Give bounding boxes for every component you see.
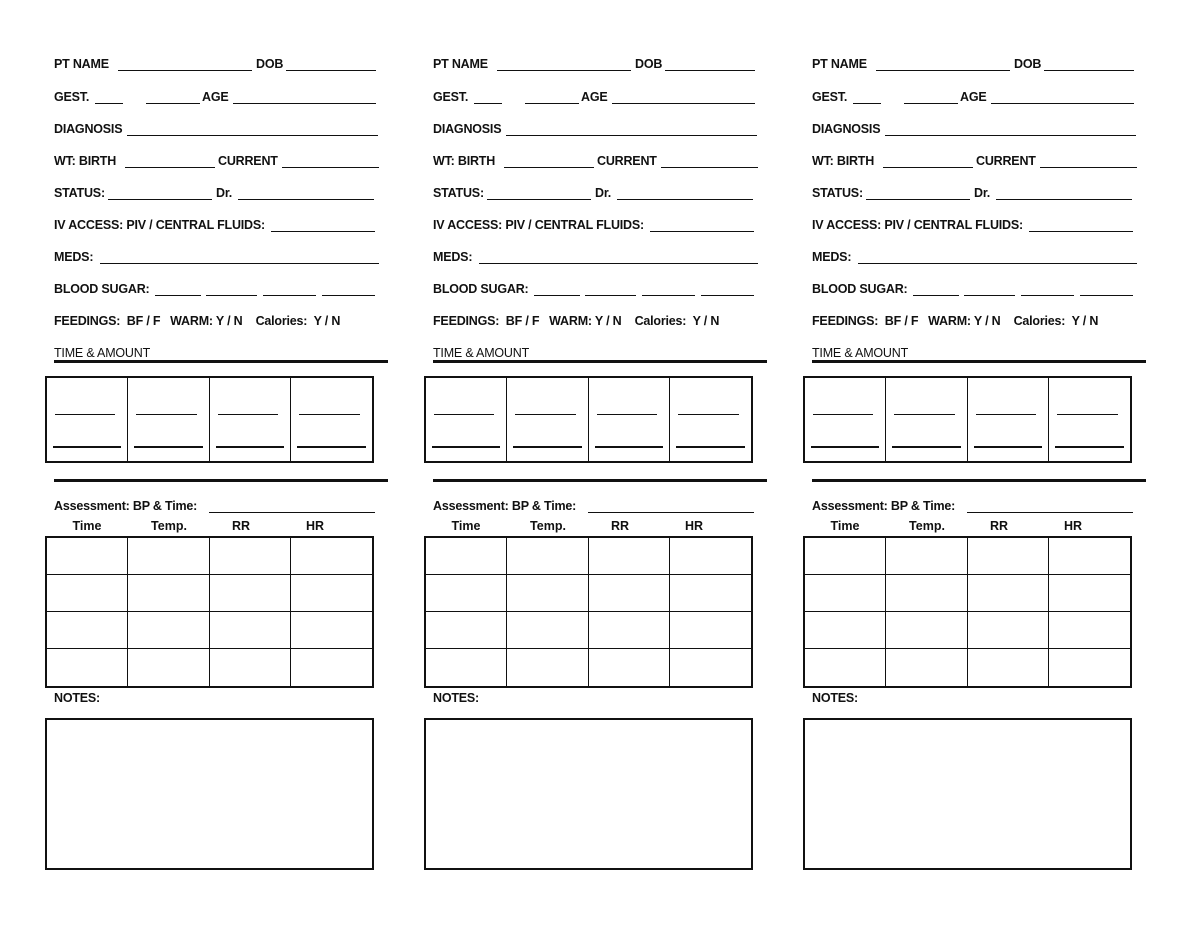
section-divider: [812, 360, 1146, 363]
iv-access-label: IV ACCESS: PIV / CENTRAL FLUIDS:: [54, 218, 265, 232]
time-field[interactable]: [597, 414, 657, 415]
notes-label: NOTES:: [812, 691, 859, 705]
vitals-cell[interactable]: [210, 575, 291, 612]
gest-days-field[interactable]: [525, 103, 579, 104]
amount-field[interactable]: [216, 446, 284, 448]
age-field[interactable]: [233, 103, 376, 104]
feedings-label: FEEDINGS: BF / F WARM: Y / N Calories: Y / N: [54, 314, 341, 328]
assessment-label: Assessment: BP & Time:: [812, 499, 956, 513]
dob-field[interactable]: [1044, 70, 1134, 71]
diagnosis-label: DIAGNOSIS: [54, 122, 123, 136]
vitals-cell[interactable]: [968, 575, 1049, 612]
vitals-cell[interactable]: [968, 612, 1049, 649]
vitals-cell[interactable]: [507, 575, 588, 612]
diagnosis-label: DIAGNOSIS: [433, 122, 502, 136]
blood-sugar-field[interactable]: [263, 295, 316, 296]
notes-box[interactable]: [424, 718, 753, 870]
gest-label: GEST.: [812, 90, 848, 104]
blood-sugar-field[interactable]: [1080, 295, 1133, 296]
vitals-cell[interactable]: [47, 575, 128, 612]
current-label: CURRENT: [218, 154, 278, 168]
dr-label: Dr.: [216, 186, 233, 200]
blood-sugar-field[interactable]: [964, 295, 1015, 296]
dr-label: Dr.: [595, 186, 612, 200]
blood-sugar-field[interactable]: [642, 295, 695, 296]
col-rr-header: RR: [231, 519, 251, 533]
col-hr-header: HR: [305, 519, 325, 533]
col-time-header: Time: [451, 519, 481, 533]
col-hr-header: HR: [684, 519, 704, 533]
vitals-cell[interactable]: [426, 538, 507, 575]
iv-access-label: IV ACCESS: PIV / CENTRAL FLUIDS:: [433, 218, 644, 232]
fluids-field[interactable]: [1029, 231, 1133, 232]
vitals-cell[interactable]: [426, 612, 507, 649]
bp-time-field[interactable]: [967, 512, 1133, 513]
feedings-label: FEEDINGS: BF / F WARM: Y / N Calories: Y / N: [433, 314, 720, 328]
wt-birth-label: WT: BIRTH: [433, 154, 496, 168]
feedings-label: FEEDINGS: BF / F WARM: Y / N Calories: Y / N: [812, 314, 1099, 328]
status-field[interactable]: [108, 199, 212, 200]
blood-sugar-field[interactable]: [585, 295, 636, 296]
col-rr-header: RR: [610, 519, 630, 533]
wt-current-field[interactable]: [282, 167, 379, 168]
wt-birth-label: WT: BIRTH: [54, 154, 117, 168]
patient-form-sheet: [379, 0, 739, 927]
blood-sugar-field[interactable]: [155, 295, 201, 296]
fluids-field[interactable]: [650, 231, 754, 232]
pt-name-field[interactable]: [876, 70, 1010, 71]
pt-name-label: PT NAME: [433, 57, 488, 71]
bp-time-field[interactable]: [209, 512, 375, 513]
patient-form-sheet: [758, 0, 1118, 927]
time-field[interactable]: [976, 414, 1036, 415]
vitals-cell[interactable]: [1049, 575, 1130, 612]
pt-name-label: PT NAME: [812, 57, 867, 71]
vitals-cell[interactable]: [128, 649, 209, 686]
status-field[interactable]: [866, 199, 970, 200]
vitals-cell[interactable]: [1049, 612, 1130, 649]
vitals-cell[interactable]: [210, 612, 291, 649]
gest-weeks-field[interactable]: [95, 103, 123, 104]
time-field[interactable]: [678, 414, 739, 415]
time-amount-grid: [803, 376, 1132, 463]
current-label: CURRENT: [976, 154, 1036, 168]
vitals-grid: [424, 536, 753, 688]
time-field[interactable]: [299, 414, 360, 415]
vitals-cell[interactable]: [426, 575, 507, 612]
wt-birth-field[interactable]: [125, 167, 215, 168]
meds-label: MEDS:: [812, 250, 852, 264]
vitals-cell[interactable]: [589, 538, 670, 575]
amount-field[interactable]: [676, 446, 745, 448]
gest-days-field[interactable]: [146, 103, 200, 104]
amount-field[interactable]: [297, 446, 366, 448]
vitals-cell[interactable]: [210, 538, 291, 575]
wt-current-field[interactable]: [1040, 167, 1137, 168]
blood-sugar-field[interactable]: [701, 295, 754, 296]
status-label: STATUS:: [433, 186, 484, 200]
time-amount-cell[interactable]: [1049, 378, 1130, 461]
section-divider: [433, 360, 767, 363]
vitals-cell[interactable]: [291, 538, 372, 575]
vitals-cell[interactable]: [670, 649, 751, 686]
dob-label: DOB: [635, 57, 663, 71]
amount-field[interactable]: [513, 446, 581, 448]
blood-sugar-field[interactable]: [322, 295, 375, 296]
vitals-cell[interactable]: [670, 612, 751, 649]
current-label: CURRENT: [597, 154, 657, 168]
iv-access-label: IV ACCESS: PIV / CENTRAL FLUIDS:: [812, 218, 1023, 232]
blood-sugar-field[interactable]: [913, 295, 959, 296]
vitals-cell[interactable]: [589, 612, 670, 649]
col-hr-header: HR: [1063, 519, 1083, 533]
gest-days-field[interactable]: [904, 103, 958, 104]
dr-label: Dr.: [974, 186, 991, 200]
vitals-cell[interactable]: [670, 538, 751, 575]
age-label: AGE: [581, 90, 608, 104]
time-amount-grid: [424, 376, 753, 463]
vitals-cell[interactable]: [426, 649, 507, 686]
dob-field[interactable]: [286, 70, 376, 71]
amount-field[interactable]: [432, 446, 500, 448]
vitals-grid: [803, 536, 1132, 688]
diagnosis-field[interactable]: [127, 135, 378, 136]
diagnosis-field[interactable]: [885, 135, 1136, 136]
vitals-cell[interactable]: [291, 575, 372, 612]
time-amount-cell[interactable]: [210, 378, 291, 461]
section-divider: [54, 360, 388, 363]
amount-field[interactable]: [1055, 446, 1124, 448]
time-amount-cell[interactable]: [128, 378, 209, 461]
col-temp-header: Temp.: [530, 519, 566, 533]
blood-sugar-label: BLOOD SUGAR:: [433, 282, 529, 296]
time-field[interactable]: [894, 414, 954, 415]
time-field[interactable]: [136, 414, 196, 415]
age-label: AGE: [960, 90, 987, 104]
section-divider: [812, 479, 1146, 482]
blood-sugar-field[interactable]: [534, 295, 580, 296]
vitals-cell[interactable]: [886, 649, 967, 686]
vitals-cell[interactable]: [968, 538, 1049, 575]
amount-field[interactable]: [892, 446, 960, 448]
time-field[interactable]: [1057, 414, 1118, 415]
col-temp-header: Temp.: [151, 519, 187, 533]
vitals-cell[interactable]: [886, 538, 967, 575]
vitals-grid: [45, 536, 374, 688]
vitals-cell[interactable]: [886, 612, 967, 649]
pt-name-label: PT NAME: [54, 57, 109, 71]
vitals-cell[interactable]: [291, 612, 372, 649]
vitals-cell[interactable]: [805, 612, 886, 649]
age-field[interactable]: [612, 103, 755, 104]
col-time-header: Time: [72, 519, 102, 533]
vitals-cell[interactable]: [291, 649, 372, 686]
amount-field[interactable]: [134, 446, 202, 448]
meds-field[interactable]: [100, 263, 379, 264]
time-field[interactable]: [55, 414, 115, 415]
amount-field[interactable]: [974, 446, 1042, 448]
meds-label: MEDS:: [54, 250, 94, 264]
vitals-cell[interactable]: [128, 538, 209, 575]
time-amount-cell[interactable]: [426, 378, 507, 461]
blood-sugar-field[interactable]: [206, 295, 257, 296]
pt-name-field[interactable]: [118, 70, 252, 71]
vitals-cell[interactable]: [128, 575, 209, 612]
time-amount-cell[interactable]: [805, 378, 886, 461]
vitals-cell[interactable]: [805, 649, 886, 686]
gest-weeks-field[interactable]: [853, 103, 881, 104]
vitals-cell[interactable]: [589, 575, 670, 612]
dob-field[interactable]: [665, 70, 755, 71]
time-amount-cell[interactable]: [507, 378, 588, 461]
meds-label: MEDS:: [433, 250, 473, 264]
dr-field[interactable]: [996, 199, 1132, 200]
time-field[interactable]: [515, 414, 575, 415]
time-amount-label: TIME & AMOUNT: [54, 346, 151, 360]
time-field[interactable]: [434, 414, 494, 415]
diagnosis-label: DIAGNOSIS: [812, 122, 881, 136]
notes-box[interactable]: [45, 718, 374, 870]
amount-field[interactable]: [811, 446, 879, 448]
time-amount-cell[interactable]: [886, 378, 967, 461]
pt-name-field[interactable]: [497, 70, 631, 71]
notes-box[interactable]: [803, 718, 1132, 870]
time-amount-cell[interactable]: [589, 378, 670, 461]
time-amount-cell[interactable]: [670, 378, 751, 461]
amount-field[interactable]: [53, 446, 121, 448]
vitals-cell[interactable]: [805, 538, 886, 575]
vitals-cell[interactable]: [805, 575, 886, 612]
gest-label: GEST.: [54, 90, 90, 104]
vitals-cell[interactable]: [507, 649, 588, 686]
col-temp-header: Temp.: [909, 519, 945, 533]
gest-label: GEST.: [433, 90, 469, 104]
time-amount-grid: [45, 376, 374, 463]
status-field[interactable]: [487, 199, 591, 200]
vitals-cell[interactable]: [128, 612, 209, 649]
vitals-cell[interactable]: [968, 649, 1049, 686]
age-field[interactable]: [991, 103, 1134, 104]
time-amount-cell[interactable]: [291, 378, 372, 461]
col-time-header: Time: [830, 519, 860, 533]
amount-field[interactable]: [595, 446, 663, 448]
status-label: STATUS:: [54, 186, 105, 200]
time-field[interactable]: [813, 414, 873, 415]
notes-label: NOTES:: [54, 691, 101, 705]
assessment-label: Assessment: BP & Time:: [54, 499, 198, 513]
blood-sugar-field[interactable]: [1021, 295, 1074, 296]
gest-weeks-field[interactable]: [474, 103, 502, 104]
meds-field[interactable]: [479, 263, 758, 264]
time-amount-cell[interactable]: [968, 378, 1049, 461]
patient-form-sheet: [0, 0, 360, 927]
vitals-cell[interactable]: [47, 538, 128, 575]
col-rr-header: RR: [989, 519, 1009, 533]
assessment-label: Assessment: BP & Time:: [433, 499, 577, 513]
vitals-cell[interactable]: [47, 612, 128, 649]
vitals-cell[interactable]: [1049, 649, 1130, 686]
wt-birth-field[interactable]: [504, 167, 594, 168]
time-field[interactable]: [218, 414, 278, 415]
vitals-cell[interactable]: [47, 649, 128, 686]
meds-field[interactable]: [858, 263, 1137, 264]
vitals-cell[interactable]: [670, 575, 751, 612]
wt-birth-field[interactable]: [883, 167, 973, 168]
vitals-cell[interactable]: [1049, 538, 1130, 575]
dob-label: DOB: [256, 57, 284, 71]
diagnosis-field[interactable]: [506, 135, 757, 136]
age-label: AGE: [202, 90, 229, 104]
dr-field[interactable]: [238, 199, 374, 200]
bp-time-field[interactable]: [588, 512, 754, 513]
wt-current-field[interactable]: [661, 167, 758, 168]
vitals-cell[interactable]: [886, 575, 967, 612]
section-divider: [54, 479, 388, 482]
dr-field[interactable]: [617, 199, 753, 200]
blood-sugar-label: BLOOD SUGAR:: [54, 282, 150, 296]
time-amount-label: TIME & AMOUNT: [812, 346, 909, 360]
status-label: STATUS:: [812, 186, 863, 200]
time-amount-cell[interactable]: [47, 378, 128, 461]
dob-label: DOB: [1014, 57, 1042, 71]
section-divider: [433, 479, 767, 482]
vitals-cell[interactable]: [507, 612, 588, 649]
wt-birth-label: WT: BIRTH: [812, 154, 875, 168]
vitals-cell[interactable]: [507, 538, 588, 575]
fluids-field[interactable]: [271, 231, 375, 232]
vitals-cell[interactable]: [589, 649, 670, 686]
vitals-cell[interactable]: [210, 649, 291, 686]
time-amount-label: TIME & AMOUNT: [433, 346, 530, 360]
blood-sugar-label: BLOOD SUGAR:: [812, 282, 908, 296]
notes-label: NOTES:: [433, 691, 480, 705]
